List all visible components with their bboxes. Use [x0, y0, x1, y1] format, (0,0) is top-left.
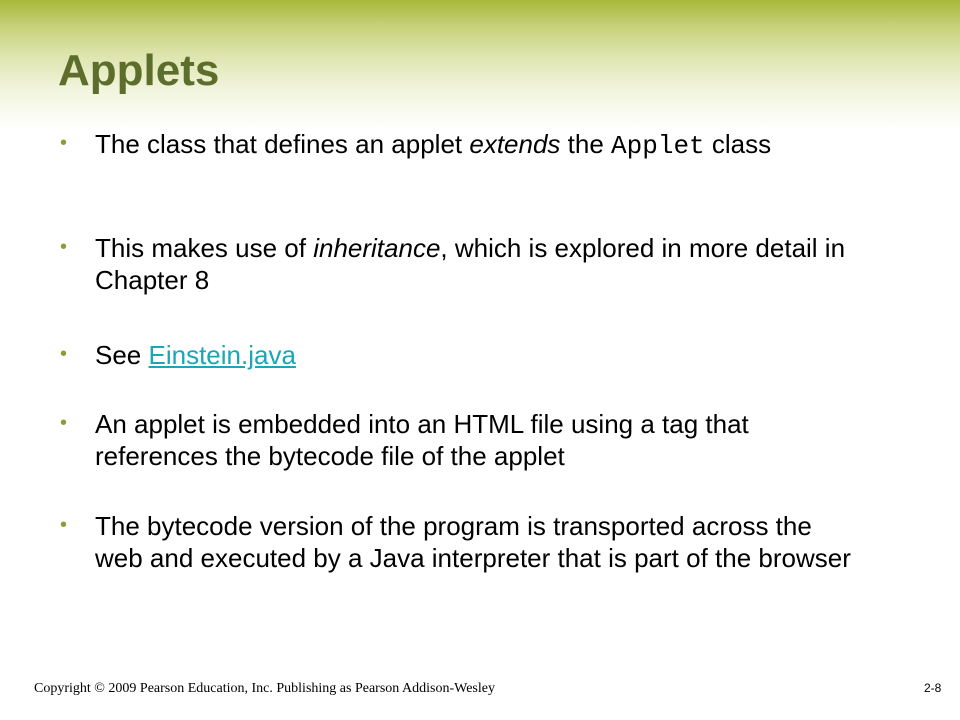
emphasized-term: extends: [469, 129, 561, 159]
bullet-text-segment: , which is explored in more detail in Chapter 8: [95, 233, 846, 295]
bullet-item: [60, 128, 860, 162]
slide-title: Applets: [58, 46, 220, 95]
bullet-text: [95, 339, 860, 371]
bullet-text-segment: The class that defines an applet: [95, 129, 470, 159]
emphasized-term: inheritance: [313, 233, 441, 263]
bullet-text: [95, 232, 860, 296]
bullet-icon: •: [60, 343, 68, 365]
slide-number: 2-8: [924, 681, 942, 695]
bullet-item: [60, 339, 860, 371]
bullet-text-segment: This makes use of: [95, 233, 314, 263]
bullet-text: The bytecode version of the program is transported across the web and executed by a Java interpreter that is part of the browser: [95, 511, 851, 573]
bullet-text: [95, 128, 860, 162]
code-term: Applet: [611, 131, 705, 161]
bullet-icon: •: [60, 412, 68, 434]
bullet-text-segment: class: [704, 129, 772, 159]
bullet-icon: •: [60, 514, 68, 536]
einstein-java-link[interactable]: Einstein.java: [148, 340, 296, 370]
bullet-text-segment: See: [95, 340, 149, 370]
bullet-icon: •: [60, 132, 68, 154]
bullet-text-segment: the: [560, 129, 612, 159]
bullet-item: [60, 510, 860, 574]
bullet-text: An applet is embedded into an HTML file using a tag that references the bytecode file of the applet: [95, 409, 749, 471]
bullet-item: [60, 232, 860, 296]
bullet-item: [60, 408, 860, 472]
bullet-icon: •: [60, 236, 68, 258]
copyright-footer: Copyright © 2009 Pearson Education, Inc. Publishing as Pearson Addison-Wesley: [34, 681, 495, 696]
